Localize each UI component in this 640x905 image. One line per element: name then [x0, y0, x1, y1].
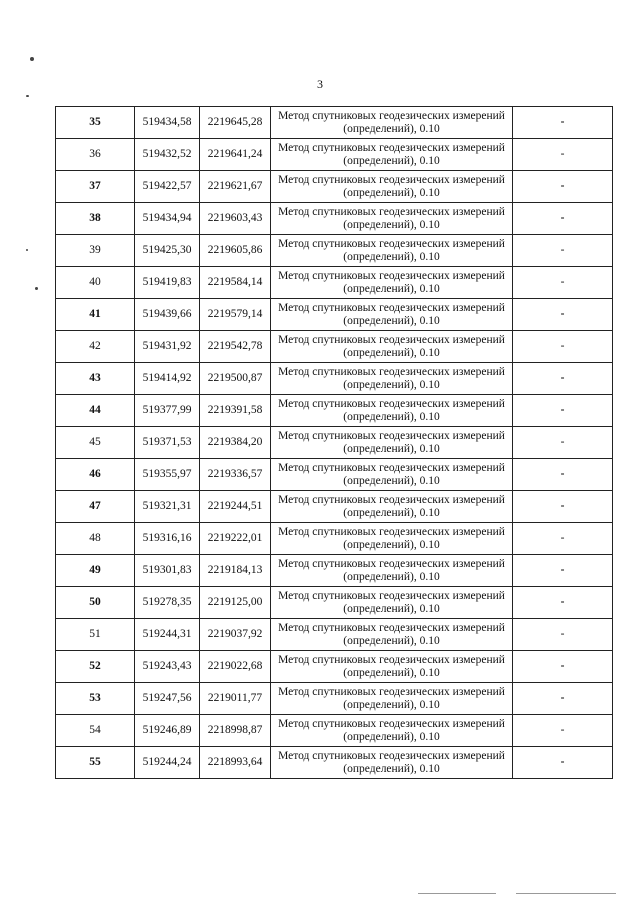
- x-coordinate-cell: 519243,43: [135, 651, 200, 683]
- y-coordinate-cell: 2219542,78: [200, 331, 271, 363]
- table-row: [56, 555, 613, 587]
- table-row: [56, 171, 613, 203]
- method-line: Метод спутниковых геодезических измерений: [278, 237, 505, 250]
- x-coordinate-cell: 519419,83: [135, 267, 200, 299]
- method-line: Метод спутниковых геодезических измерений: [278, 173, 505, 186]
- table-row: [56, 747, 613, 779]
- method-cell: [271, 267, 513, 299]
- method-cell: [271, 203, 513, 235]
- y-coordinate-cell: 2219037,92: [200, 619, 271, 651]
- point-number-cell: 35: [56, 107, 135, 139]
- method-cell: [271, 459, 513, 491]
- method-precision-line: (определений), 0.10: [343, 410, 440, 423]
- method-precision-line: (определений), 0.10: [343, 602, 440, 615]
- point-number-cell: 49: [56, 555, 135, 587]
- scan-speck: [35, 287, 38, 290]
- method-cell: [271, 619, 513, 651]
- x-coordinate-cell: 519434,94: [135, 203, 200, 235]
- method-line: Метод спутниковых геодезических измерений: [278, 397, 505, 410]
- method-line: Метод спутниковых геодезических измерений: [278, 429, 505, 442]
- method-line: Метод спутниковых геодезических измерений: [278, 621, 505, 634]
- method-precision-line: (определений), 0.10: [343, 154, 440, 167]
- method-cell: [271, 395, 513, 427]
- method-line: Метод спутниковых геодезических измерений: [278, 525, 505, 538]
- table-body: [56, 107, 613, 779]
- mark-cell: -: [513, 427, 613, 459]
- mark-cell: -: [513, 363, 613, 395]
- method-line: Метод спутниковых геодезических измерений: [278, 301, 505, 314]
- point-number-cell: 36: [56, 139, 135, 171]
- mark-cell: -: [513, 235, 613, 267]
- method-line: Метод спутниковых геодезических измерений: [278, 493, 505, 506]
- method-precision-line: (определений), 0.10: [343, 346, 440, 359]
- method-cell: [271, 587, 513, 619]
- mark-cell: -: [513, 107, 613, 139]
- method-cell: [271, 363, 513, 395]
- table-row: [56, 235, 613, 267]
- mark-cell: -: [513, 523, 613, 555]
- y-coordinate-cell: 2219391,58: [200, 395, 271, 427]
- x-coordinate-cell: 519425,30: [135, 235, 200, 267]
- method-precision-line: (определений), 0.10: [343, 282, 440, 295]
- table-row: [56, 331, 613, 363]
- y-coordinate-cell: 2218993,64: [200, 747, 271, 779]
- table-row: [56, 587, 613, 619]
- table-row: [56, 523, 613, 555]
- x-coordinate-cell: 519355,97: [135, 459, 200, 491]
- method-cell: [271, 555, 513, 587]
- y-coordinate-cell: 2219621,67: [200, 171, 271, 203]
- method-precision-line: (определений), 0.10: [343, 506, 440, 519]
- method-precision-line: (определений), 0.10: [343, 218, 440, 231]
- y-coordinate-cell: 2219022,68: [200, 651, 271, 683]
- method-cell: [271, 299, 513, 331]
- method-cell: [271, 651, 513, 683]
- mark-cell: -: [513, 171, 613, 203]
- y-coordinate-cell: 2219222,01: [200, 523, 271, 555]
- x-coordinate-cell: 519414,92: [135, 363, 200, 395]
- mark-cell: -: [513, 587, 613, 619]
- x-coordinate-cell: 519301,83: [135, 555, 200, 587]
- y-coordinate-cell: 2219184,13: [200, 555, 271, 587]
- method-cell: [271, 715, 513, 747]
- point-number-cell: 48: [56, 523, 135, 555]
- mark-cell: -: [513, 299, 613, 331]
- page-number: 3: [317, 77, 323, 91]
- method-line: Метод спутниковых геодезических измерений: [278, 365, 505, 378]
- method-line: Метод спутниковых геодезических измерений: [278, 717, 505, 730]
- method-precision-line: (определений), 0.10: [343, 378, 440, 391]
- scan-line: [516, 893, 616, 894]
- point-number-cell: 47: [56, 491, 135, 523]
- method-line: Метод спутниковых геодезических измерений: [278, 589, 505, 602]
- table-row: [56, 363, 613, 395]
- method-precision-line: (определений), 0.10: [343, 538, 440, 551]
- table-row: [56, 491, 613, 523]
- table-row: [56, 683, 613, 715]
- mark-cell: -: [513, 331, 613, 363]
- method-precision-line: (определений), 0.10: [343, 762, 440, 775]
- x-coordinate-cell: 519244,31: [135, 619, 200, 651]
- scan-speck: [30, 57, 34, 61]
- method-cell: [271, 107, 513, 139]
- method-line: Метод спутниковых геодезических измерений: [278, 109, 505, 122]
- method-precision-line: (определений), 0.10: [343, 634, 440, 647]
- table-row: [56, 139, 613, 171]
- method-precision-line: (определений), 0.10: [343, 666, 440, 679]
- method-line: Метод спутниковых геодезических измерений: [278, 333, 505, 346]
- method-cell: [271, 235, 513, 267]
- x-coordinate-cell: 519316,16: [135, 523, 200, 555]
- x-coordinate-cell: 519247,56: [135, 683, 200, 715]
- point-number-cell: 38: [56, 203, 135, 235]
- point-number-cell: 41: [56, 299, 135, 331]
- method-line: Метод спутниковых геодезических измерений: [278, 141, 505, 154]
- point-number-cell: 37: [56, 171, 135, 203]
- table-row: [56, 619, 613, 651]
- method-precision-line: (определений), 0.10: [343, 314, 440, 327]
- method-cell: [271, 683, 513, 715]
- method-line: Метод спутниковых геодезических измерений: [278, 205, 505, 218]
- scan-speck: [26, 249, 28, 251]
- y-coordinate-cell: 2219579,14: [200, 299, 271, 331]
- x-coordinate-cell: 519432,52: [135, 139, 200, 171]
- x-coordinate-cell: 519371,53: [135, 427, 200, 459]
- method-line: Метод спутниковых геодезических измерений: [278, 685, 505, 698]
- x-coordinate-cell: 519431,92: [135, 331, 200, 363]
- mark-cell: -: [513, 715, 613, 747]
- y-coordinate-cell: 2219011,77: [200, 683, 271, 715]
- scan-line: [418, 893, 496, 894]
- method-cell: [271, 747, 513, 779]
- method-precision-line: (определений), 0.10: [343, 186, 440, 199]
- y-coordinate-cell: 2219605,86: [200, 235, 271, 267]
- y-coordinate-cell: 2219641,24: [200, 139, 271, 171]
- point-number-cell: 54: [56, 715, 135, 747]
- method-precision-line: (определений), 0.10: [343, 730, 440, 743]
- table-row: [56, 715, 613, 747]
- mark-cell: -: [513, 267, 613, 299]
- y-coordinate-cell: 2219336,57: [200, 459, 271, 491]
- point-number-cell: 53: [56, 683, 135, 715]
- y-coordinate-cell: 2218998,87: [200, 715, 271, 747]
- point-number-cell: 46: [56, 459, 135, 491]
- method-precision-line: (определений), 0.10: [343, 570, 440, 583]
- point-number-cell: 51: [56, 619, 135, 651]
- x-coordinate-cell: 519278,35: [135, 587, 200, 619]
- point-number-cell: 40: [56, 267, 135, 299]
- x-coordinate-cell: 519434,58: [135, 107, 200, 139]
- method-line: Метод спутниковых геодезических измерений: [278, 749, 505, 762]
- point-number-cell: 44: [56, 395, 135, 427]
- table-row: [56, 427, 613, 459]
- method-precision-line: (определений), 0.10: [343, 122, 440, 135]
- method-precision-line: (определений), 0.10: [343, 698, 440, 711]
- mark-cell: -: [513, 619, 613, 651]
- point-number-cell: 39: [56, 235, 135, 267]
- mark-cell: -: [513, 139, 613, 171]
- method-cell: [271, 491, 513, 523]
- mark-cell: -: [513, 395, 613, 427]
- mark-cell: -: [513, 459, 613, 491]
- method-line: Метод спутниковых геодезических измерений: [278, 557, 505, 570]
- mark-cell: -: [513, 555, 613, 587]
- y-coordinate-cell: 2219384,20: [200, 427, 271, 459]
- method-line: Метод спутниковых геодезических измерений: [278, 269, 505, 282]
- mark-cell: -: [513, 651, 613, 683]
- method-precision-line: (определений), 0.10: [343, 442, 440, 455]
- method-precision-line: (определений), 0.10: [343, 250, 440, 263]
- method-cell: [271, 523, 513, 555]
- table-row: [56, 459, 613, 491]
- x-coordinate-cell: 519377,99: [135, 395, 200, 427]
- x-coordinate-cell: 519422,57: [135, 171, 200, 203]
- table-row: [56, 107, 613, 139]
- mark-cell: -: [513, 491, 613, 523]
- method-line: Метод спутниковых геодезических измерений: [278, 461, 505, 474]
- method-cell: [271, 171, 513, 203]
- point-number-cell: 52: [56, 651, 135, 683]
- x-coordinate-cell: 519244,24: [135, 747, 200, 779]
- mark-cell: -: [513, 203, 613, 235]
- method-cell: [271, 427, 513, 459]
- coordinates-table: [55, 106, 613, 779]
- table-row: [56, 395, 613, 427]
- x-coordinate-cell: 519246,89: [135, 715, 200, 747]
- x-coordinate-cell: 519321,31: [135, 491, 200, 523]
- point-number-cell: 50: [56, 587, 135, 619]
- y-coordinate-cell: 2219645,28: [200, 107, 271, 139]
- point-number-cell: 43: [56, 363, 135, 395]
- y-coordinate-cell: 2219125,00: [200, 587, 271, 619]
- table-row: [56, 651, 613, 683]
- y-coordinate-cell: 2219584,14: [200, 267, 271, 299]
- point-number-cell: 42: [56, 331, 135, 363]
- method-line: Метод спутниковых геодезических измерений: [278, 653, 505, 666]
- x-coordinate-cell: 519439,66: [135, 299, 200, 331]
- method-cell: [271, 139, 513, 171]
- method-precision-line: (определений), 0.10: [343, 474, 440, 487]
- mark-cell: -: [513, 747, 613, 779]
- table-row: [56, 203, 613, 235]
- point-number-cell: 55: [56, 747, 135, 779]
- table-row: [56, 267, 613, 299]
- y-coordinate-cell: 2219244,51: [200, 491, 271, 523]
- method-cell: [271, 331, 513, 363]
- y-coordinate-cell: 2219500,87: [200, 363, 271, 395]
- mark-cell: -: [513, 683, 613, 715]
- table-row: [56, 299, 613, 331]
- point-number-cell: 45: [56, 427, 135, 459]
- y-coordinate-cell: 2219603,43: [200, 203, 271, 235]
- scan-speck: [26, 95, 29, 97]
